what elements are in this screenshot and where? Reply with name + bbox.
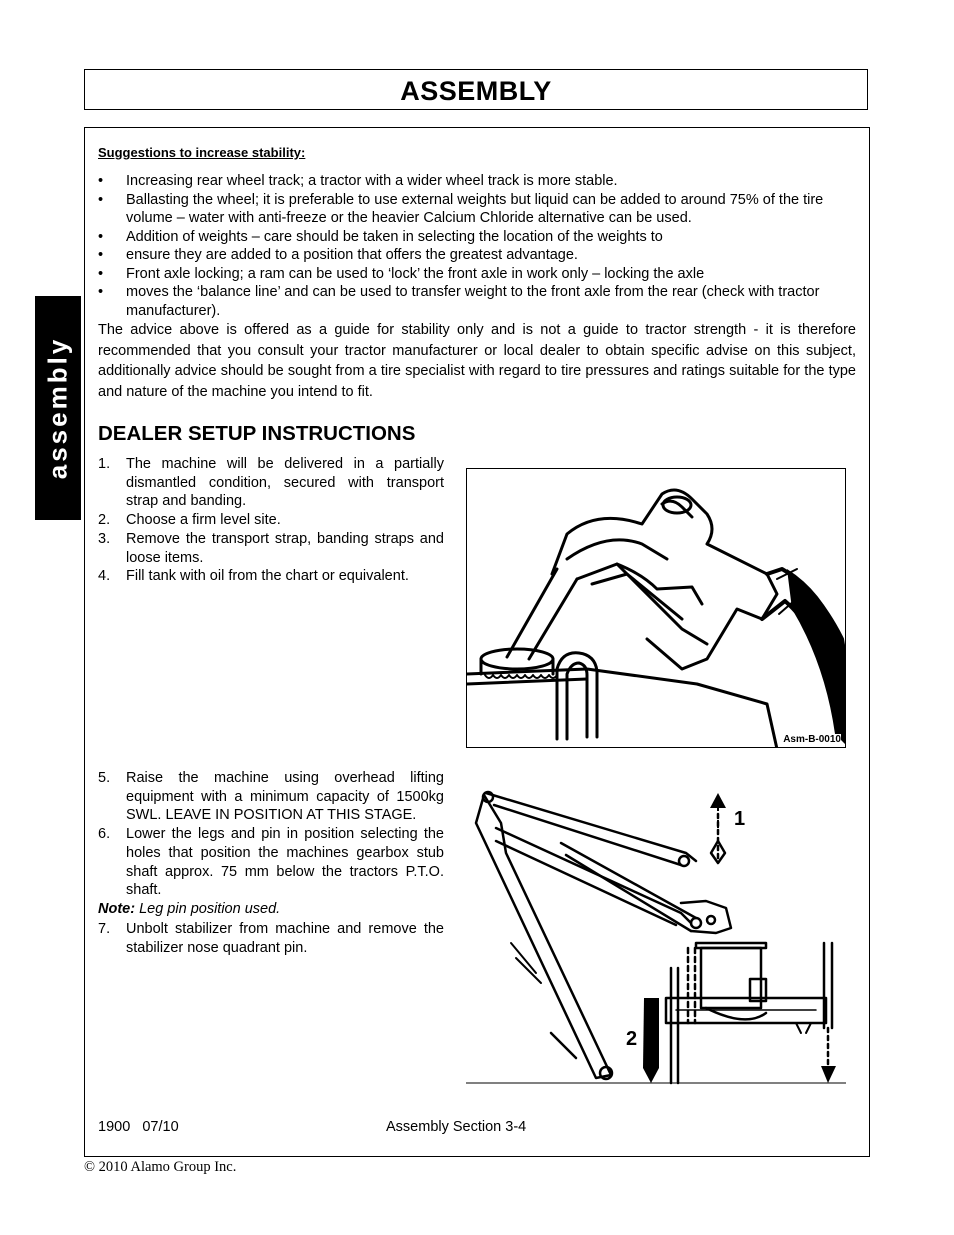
list-item (98, 172, 858, 191)
page-title: ASSEMBLY (400, 76, 552, 106)
step-text: Fill tank with oil from the chart or equivalent. (126, 568, 409, 585)
footer-doc-number: 1900 07/10 (98, 1119, 179, 1135)
marker-2: 2 (626, 1028, 638, 1050)
marker-1: 1 (734, 808, 746, 830)
list-item (98, 228, 858, 247)
note-text: Leg pin position used. (135, 901, 281, 917)
note (98, 901, 280, 917)
step-text: Raise the machine using overhead lifting equipment with a minimum capacity of 1500kg SWL. LEAVE IN POSITION AT THIS STAGE. (126, 770, 444, 824)
list-item-text: Ballasting the wheel; it is preferable to use external weights but liquid can be added to around 75% of the tire volume – water with anti-freeze or the heavier Calcium Chloride alternative can be used. (126, 191, 824, 226)
step-item (98, 825, 444, 900)
step-text: Lower the legs and pin in position selecting the holes that position the machines gearbox stub shaft approx. 75 mm below the tractors P.T.O. shaft. (126, 826, 444, 899)
step-item (98, 530, 444, 567)
note-label: Note: (98, 901, 136, 917)
side-tab (35, 296, 81, 520)
figure-label: Asm-B-0010 (783, 734, 841, 745)
step-item (98, 511, 444, 530)
list-item-text: Front axle locking; a ram can be used to ‘lock’ the front axle in work only – locking the axle (126, 265, 705, 282)
step-number: 7. (98, 921, 111, 937)
steps-list-first (98, 455, 444, 586)
list-item (98, 265, 858, 284)
bullet-icon: • (98, 228, 104, 245)
steps-list-third (98, 920, 444, 957)
step-number: 4. (98, 568, 111, 585)
advice-paragraph: The advice above is offered as a guide for stability only and is not a guide to tractor strength - it is therefore recommended that you consult your tractor manufacturer or local dealer to obtain specific advise on this subject, additionally advice should be sought from a tire specialist with regard to tire pressures and ratings suitable for the type and nature of the machine you intend to fit. (98, 322, 856, 400)
step-text: Remove the transport strap, banding straps and loose items. (126, 530, 444, 566)
list-item-text: ensure they are added to a position that offers the greatest advantage. (126, 247, 578, 263)
side-tab-label: assembly (42, 336, 73, 480)
step-number: 3. (98, 530, 111, 547)
bullet-icon: • (98, 284, 104, 300)
list-item-text: moves the ‘balance line’ and can be used to transfer weight to the front axle from the rear (check with tractor manufacturer). (126, 284, 820, 319)
footer-section: Assembly Section 3-4 (386, 1119, 527, 1135)
step-number: 5. (98, 770, 111, 786)
copyright: © 2010 Alamo Group Inc. (84, 1159, 237, 1175)
step-text: The machine will be delivered in a partially dismantled condition, secured with transport strap and banding. (126, 456, 444, 510)
step-text: Unbolt stabilizer from machine and remove the stabilizer nose quadrant pin. (126, 921, 444, 956)
step-item (98, 769, 444, 825)
step-number: 1. (98, 456, 111, 472)
steps-list-second (98, 769, 444, 900)
section-heading: DEALER SETUP INSTRUCTIONS (98, 422, 416, 445)
machine-lift-illustration-icon (466, 783, 846, 1088)
step-number: 2. (98, 512, 111, 529)
step-item (98, 455, 444, 511)
nozzle-illustration-icon (467, 469, 846, 748)
suggestions-title: Suggestions to increase stability: (98, 145, 306, 160)
suggestions-list (98, 172, 858, 320)
step-item (98, 920, 444, 957)
step-item (98, 567, 444, 586)
list-item (98, 246, 858, 265)
bullet-icon: • (98, 265, 104, 282)
step-number: 6. (98, 826, 111, 843)
bullet-icon: • (98, 173, 104, 189)
list-item-text: Increasing rear wheel track; a tractor with a wider wheel track is more stable. (126, 173, 618, 189)
oil-filling-figure (466, 468, 846, 748)
step-text: Choose a firm level site. (126, 512, 281, 529)
bullet-icon: • (98, 191, 104, 208)
header-box (84, 69, 868, 110)
list-item (98, 283, 858, 320)
bullet-icon: • (98, 247, 104, 263)
list-item-text: Addition of weights – care should be taken in selecting the location of the weights to (126, 228, 663, 245)
lifting-figure (466, 783, 846, 1088)
list-item (98, 191, 858, 228)
